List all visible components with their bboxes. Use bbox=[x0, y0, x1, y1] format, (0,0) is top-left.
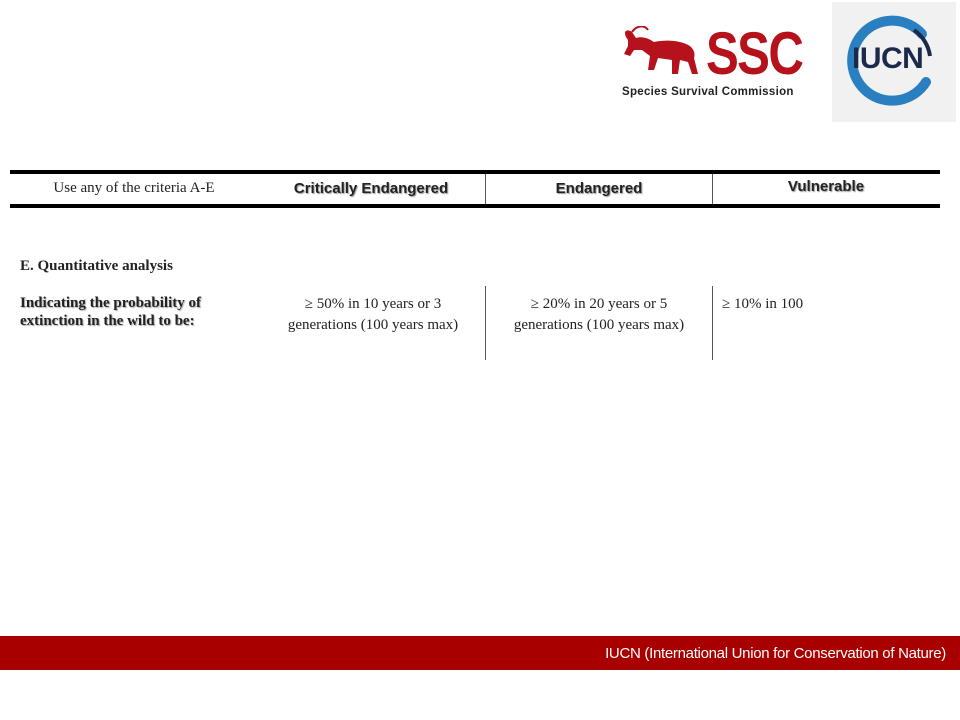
column-divider bbox=[485, 286, 486, 360]
iucn-logo bbox=[832, 2, 956, 122]
critically-endangered-header: Critically Endangered bbox=[293, 180, 449, 197]
criteria-header: Use any of the criteria A-E bbox=[53, 180, 215, 196]
table-top-rule bbox=[10, 170, 940, 174]
ssc-logo bbox=[618, 22, 828, 108]
footer-bar bbox=[0, 636, 960, 670]
section-title: E. Quantitative analysis bbox=[20, 258, 173, 274]
ibex-icon bbox=[618, 26, 708, 80]
critically-endangered-cell: ≥ 50% in 10 years or 3 generations (100 years max) bbox=[287, 296, 459, 333]
ssc-wordmark: SSC bbox=[706, 20, 803, 87]
vulnerable-cell: ≥ 10% in 100 bbox=[722, 296, 804, 312]
iucn-wordmark: IUCN bbox=[852, 42, 924, 75]
vulnerable-header: Vulnerable bbox=[787, 178, 865, 195]
endangered-cell: ≥ 20% in 20 years or 5 generations (100 years max) bbox=[513, 296, 685, 333]
endangered-header: Endangered bbox=[555, 180, 643, 197]
footer-text: IUCN (International Union for Conservation of Nature) bbox=[605, 645, 946, 662]
table-header-rule bbox=[10, 204, 940, 208]
row-label: Indicating the probability of extinction in the wild to be: bbox=[20, 295, 202, 329]
ssc-tagline: Species Survival Commission bbox=[622, 86, 794, 98]
column-divider bbox=[712, 286, 713, 360]
